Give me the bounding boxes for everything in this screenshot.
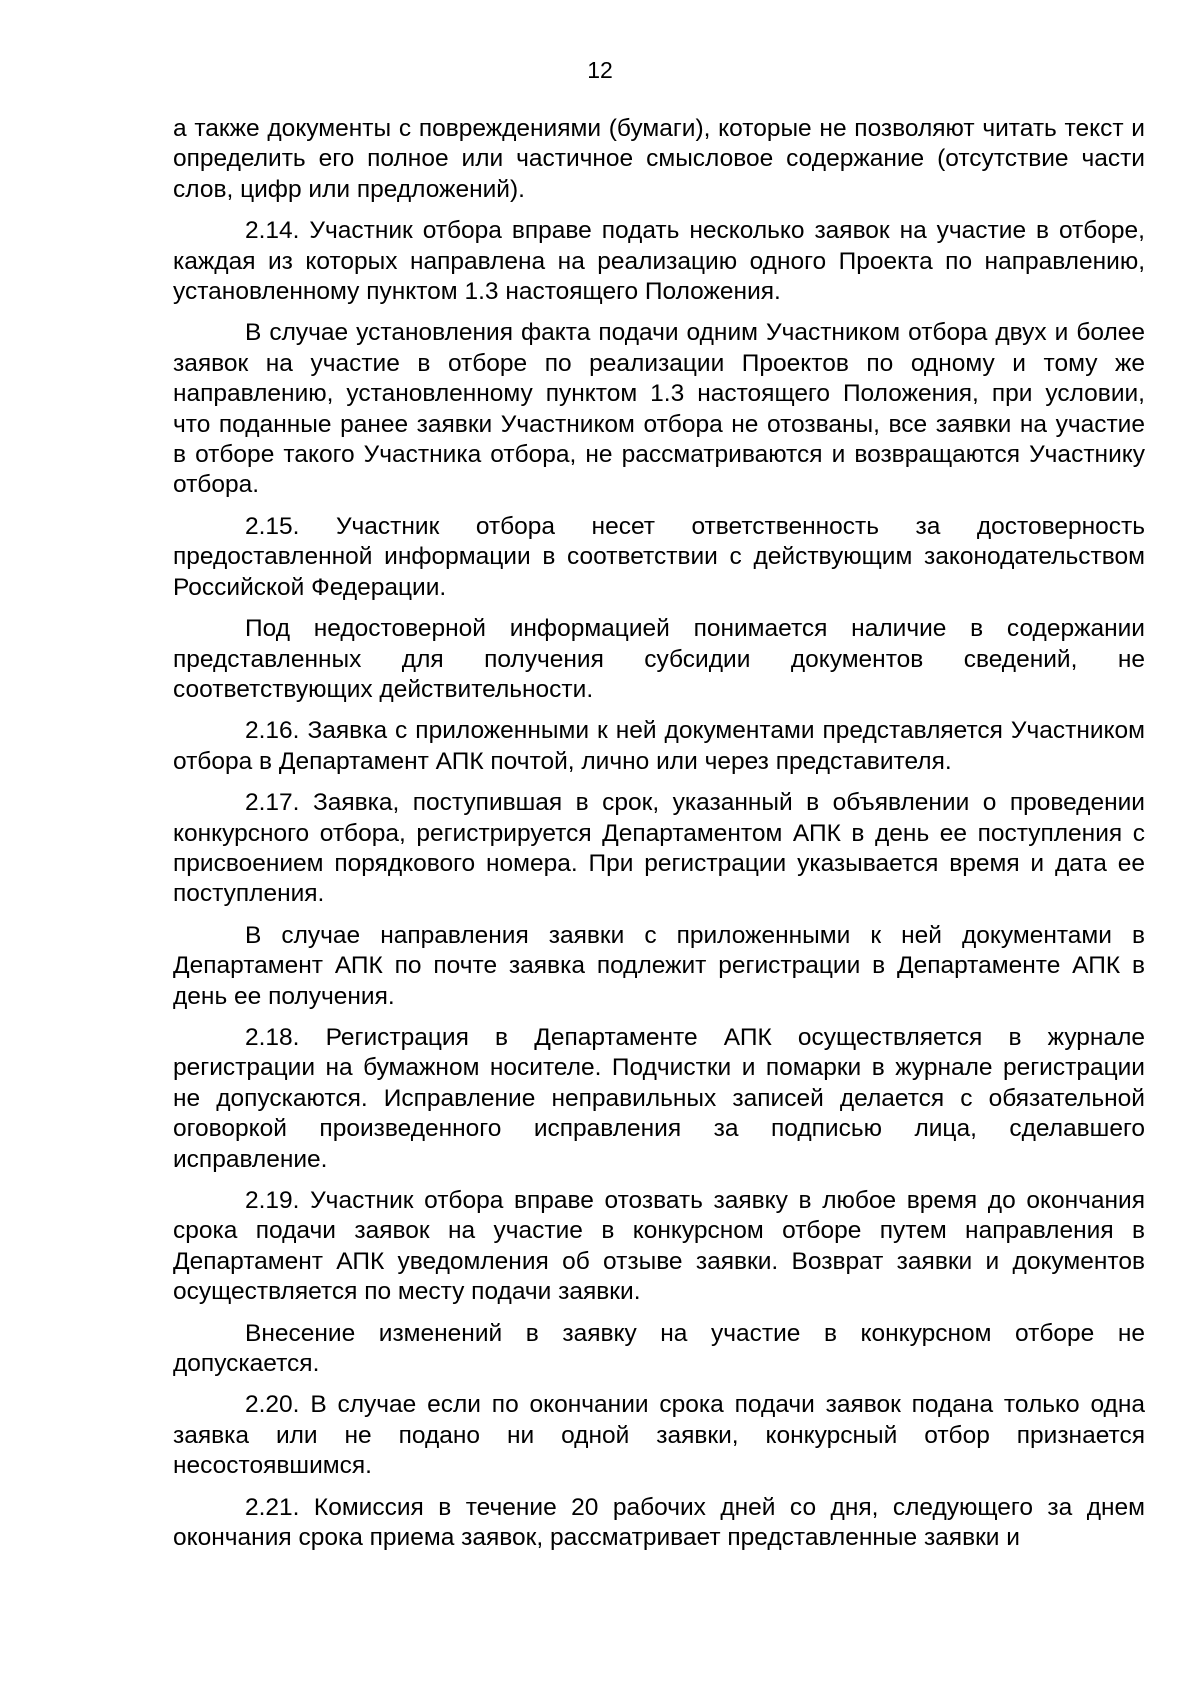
paragraph-2-19: 2.19. Участник отбора вправе отозвать заявку в любое время до окончания срока подачи заявок на участие в конкурсном отборе путем направления в Департамент АПК уведомления об отзыве заявки. Возврат заявки и документов осуществляется по месту подачи заявки. [173, 1187, 1145, 1306]
paragraph-2-16: 2.16. Заявка с приложенными к ней документами представляется Участником отбора в Департамент АПК почтой, лично или через представителя. [173, 717, 1145, 775]
paragraph-2-14-duplicate-applications: В случае установления факта подачи одним Участником отбора двух и более заявок на участие в отборе по реализации Проектов по одному и тому же направлению, установленному пунктом 1.3 настоящего Положения, при условии, что поданные ранее заявки Участником отбора не отозваны, все заявки на участие в отборе такого Участника отбора, не рассматриваются и возвращаются Участнику отбора. [173, 319, 1145, 499]
paragraph-2-19-no-changes: Внесение изменений в заявку на участие в конкурсном отборе не допускается. [173, 1319, 1145, 1378]
paragraph-2-15-definition: Под недостоверной информацией понимается наличие в содержании представленных для получения субсидии документов сведений, не соответствующих действительности. [173, 615, 1145, 703]
document-body [173, 114, 1145, 1553]
paragraph-2-20: 2.20. В случае если по окончании срока подачи заявок подана только одна заявка или не подано ни одной заявки, конкурсный отбор признается несостоявшимся. [173, 1391, 1145, 1480]
paragraph-2-21: 2.21. Комиссия в течение 20 рабочих дней со дня, следующего за днем окончания срока приема заявок, рассматривает представленные заявки и [173, 1493, 1145, 1552]
paragraph-2-18: 2.18. Регистрация в Департаменте АПК осуществляется в журнале регистрации на бумажном носителе. Подчистки и помарки в журнале регистрации не допускаются. Исправление неправильных записей делается с обязательной оговоркой произведенного исправления за подписью лица, сделавшего исправление. [173, 1023, 1145, 1173]
paragraph-2-17: 2.17. Заявка, поступившая в срок, указанный в объявлении о проведении конкурсного отбора, регистрируется Департаментом АПК в день ее поступления с присвоением порядкового номера. При регистрации указывается время и дата ее поступления. [173, 789, 1145, 908]
page-number: 12 [587, 57, 613, 83]
paragraph-continuation: а также документы с повреждениями (бумаги), которые не позволяют читать текст и определить его полное или частичное смысловое содержание (отсутствие части слов, цифр или предложений). [173, 115, 1145, 203]
paragraph-2-15: 2.15. Участник отбора несет ответственность за достоверность предоставленной информации в соответствии с действующим законодательством Российской Федерации. [173, 512, 1145, 601]
paragraph-2-14: 2.14. Участник отбора вправе подать несколько заявок на участие в отборе, каждая из которых направлена на реализацию одного Проекта по направлению, установленному пунктом 1.3 настоящего Положения. [173, 217, 1145, 306]
paragraph-2-17-postal: В случае направления заявки с приложенными к ней документами в Департамент АПК по почте заявка подлежит регистрации в Департаменте АПК в день ее получения. [173, 921, 1145, 1010]
